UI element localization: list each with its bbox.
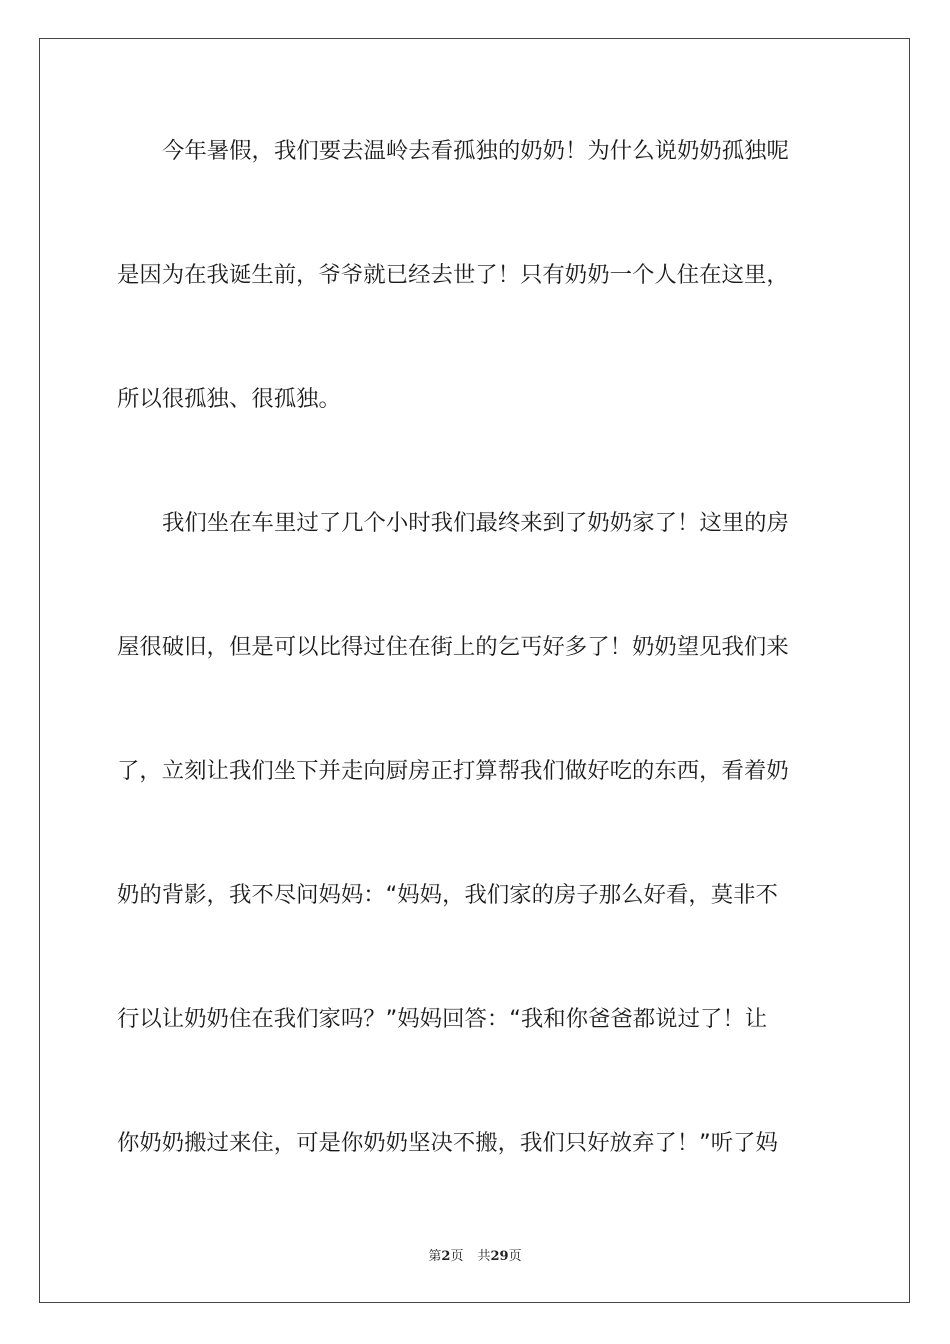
paragraph-2-line-3: 了，立刻让我们坐下并走向厨房正打算帮我们做好吃的东西，看着奶	[117, 758, 789, 784]
paragraph-1-line-2: 是因为在我诞生前，爷爷就已经去世了！只有奶奶一个人住在这里，	[117, 262, 789, 288]
total-pages: 29	[490, 1249, 509, 1264]
page-border	[39, 38, 910, 1303]
page-label-prefix: 第	[428, 1249, 442, 1264]
page-footer	[0, 1248, 950, 1266]
paragraph-2-line-2: 屋很破旧，但是可以比得过住在街上的乞丐好多了！奶奶望见我们来	[117, 634, 789, 660]
paragraph-1-line-1: 今年暑假，我们要去温岭去看孤独的奶奶！为什么说奶奶孤独呢	[162, 138, 789, 164]
page-number: 2	[441, 1249, 451, 1264]
paragraph-1-line-3: 所以很孤独、很孤独。	[117, 386, 341, 412]
page-label-suffix: 页	[450, 1249, 464, 1264]
total-label-prefix: 共	[477, 1249, 491, 1264]
total-label-suffix: 页	[508, 1249, 522, 1264]
paragraph-2-line-4: 奶的背影，我不尽问妈妈：“妈妈，我们家的房子那么好看，莫非不	[117, 882, 778, 908]
paragraph-2-line-6: 你奶奶搬过来住，可是你奶奶坚决不搬，我们只好放弃了！”听了妈	[117, 1130, 778, 1156]
paragraph-2-line-5: 行以让奶奶住在我们家吗？”妈妈回答：“我和你爸爸都说过了！让	[117, 1006, 768, 1032]
paragraph-2-line-1: 我们坐在车里过了几个小时我们最终来到了奶奶家了！这里的房	[162, 510, 789, 536]
